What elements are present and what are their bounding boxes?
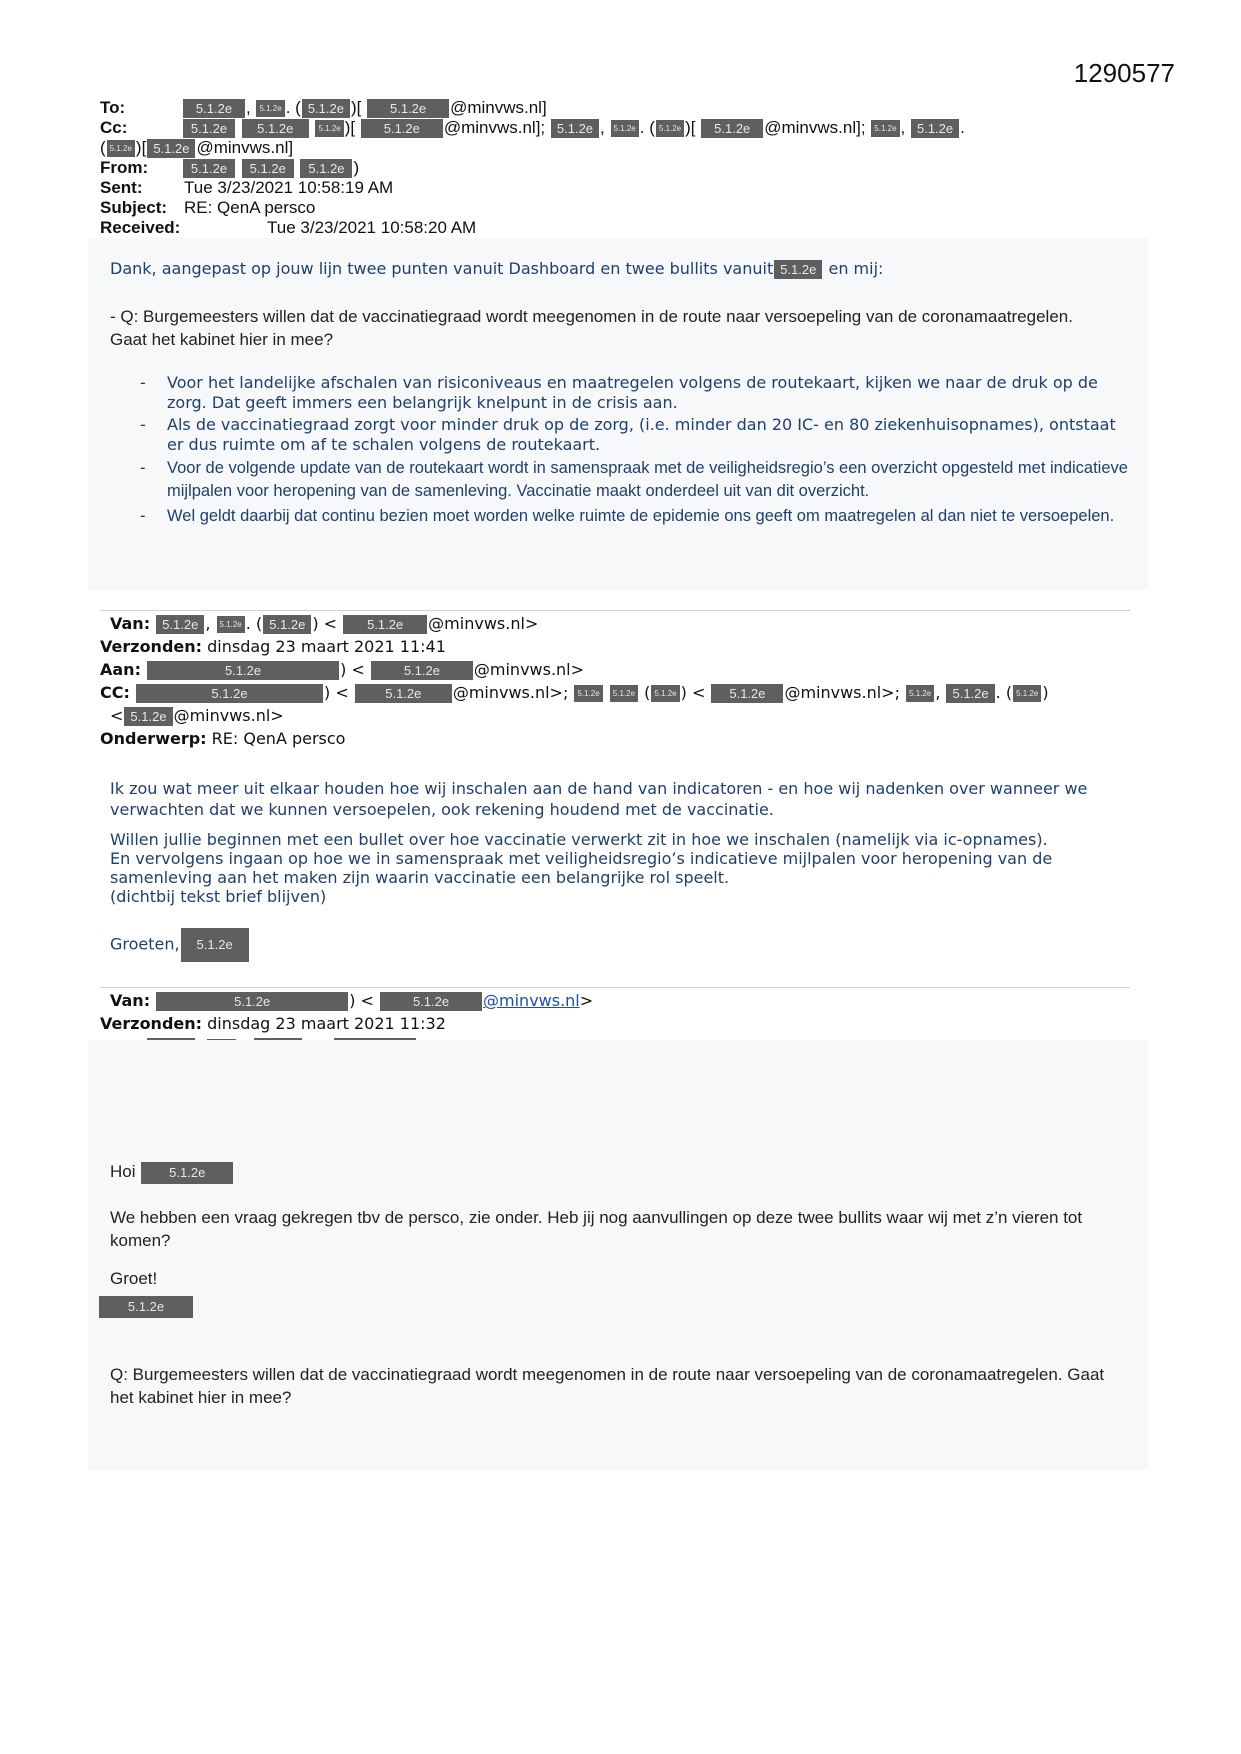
message-2-paragraph-1: Ik zou wat meer uit elkaar houden hoe wij inschalen aan de hand van indicatoren - en hoe wij nadenken over wanneer we verwachten dat we kunnen versoepelen, ook rekening houdend met de vaccinatie.	[110, 779, 1088, 819]
from-label: From:	[100, 158, 149, 177]
redaction: 5.1.2e	[124, 707, 172, 726]
redaction: 5.1.2e	[343, 615, 427, 634]
redaction: 5.1.2e	[181, 928, 249, 962]
onderwerp-label: Onderwerp:	[100, 729, 207, 748]
van-label: Van:	[110, 991, 151, 1010]
redaction: 5.1.2e	[156, 615, 204, 634]
redaction: 5.1.2e	[611, 120, 639, 137]
sent-label: Sent:	[100, 178, 143, 197]
van-label: Van:	[110, 614, 151, 633]
email-domain: @minvws.nl];	[764, 118, 866, 137]
document-number: 1290577	[1073, 58, 1175, 88]
subject-label: Subject:	[100, 198, 168, 217]
redaction: 5.1.2e	[871, 120, 899, 137]
cc-label: CC:	[100, 683, 130, 702]
redaction: 5.1.2e	[217, 616, 245, 633]
redaction: 5.1.2e	[355, 684, 452, 703]
verzonden-label: Verzonden:	[100, 1014, 203, 1033]
message-3-header: Van: 5.1.2e ) < 5.1.2e @minvws.nl> Verzonden: dinsdag 23 maart 2021 11:32	[100, 989, 1140, 1127]
message-2-header: Van: 5.1.2e , 5.1.2e . ( 5.1.2e ) < 5.1.2e @minvws.nl> Verzonden: dinsdag 23 maart 2021 11:41 Aan: 5.1.2e ) < 5.1.2e @minvws.nl> CC: 5.1.2e ) < 5.1.2e @minvws.nl>; 5.1.2e 5.1.2e ( 5.1.2e ) < 5.1.2e @minvws.nl>; 5.1.2e , 5.1.2e . ( 5.1.2e ) < 5.1.2e @minvws.nl> Onderwerp: RE: QenA persco	[100, 614, 1049, 748]
sent-row	[100, 178, 1120, 198]
divider	[100, 610, 1130, 611]
redaction: 5.1.2e	[183, 119, 235, 138]
redaction: 5.1.2e	[656, 120, 684, 137]
redaction: 5.1.2e	[256, 100, 284, 117]
divider	[100, 987, 1130, 988]
redaction: 5.1.2e	[183, 99, 245, 118]
onderwerp-value: RE: QenA persco	[211, 729, 346, 748]
verzonden-value: dinsdag 23 maart 2021 11:32	[207, 1014, 446, 1033]
redaction: 5.1.2e	[380, 992, 482, 1011]
reply-question: - Q: Burgemeesters willen dat de vaccinatiegraad wordt meegenomen in de route naar versoepeling van de coronamaatregelen. Gaat het kabinet hier in mee?	[110, 307, 1073, 349]
email-header	[100, 98, 1120, 238]
message-2-line: (dichtbij tekst brief blijven)	[110, 887, 327, 906]
redaction: 5.1.2e	[136, 684, 323, 703]
reply-intro	[110, 258, 1120, 279]
redaction: 5.1.2e	[315, 120, 343, 137]
redaction: 5.1.2e	[701, 119, 763, 138]
redaction: 5.1.2e	[371, 661, 473, 680]
message-3-body: We hebben een vraag gekregen tbv de persco, zie onder. Heb jij nog aanvullingen op deze twee bullits waar wij met z’n vieren tot komen?	[110, 1208, 1083, 1250]
hoi-text: Hoi	[110, 1162, 136, 1181]
groeten-text: Groeten,	[110, 934, 180, 954]
redaction: 5.1.2e	[147, 661, 339, 680]
received-value: Tue 3/23/2021 10:58:20 AM	[267, 218, 477, 237]
message-3-groet: Groet!	[110, 1269, 158, 1288]
redaction: 5.1.2e	[183, 159, 235, 178]
redaction: 5.1.2e	[711, 684, 783, 703]
redaction: 5.1.2e	[774, 260, 822, 279]
redaction: 5.1.2e	[302, 99, 350, 118]
cc-label: Cc:	[100, 118, 128, 137]
cc-row-cont: ( 5.1.2e )[ 5.1.2e @minvws.nl]	[100, 138, 294, 157]
email-link[interactable]: @minvws.nl	[483, 991, 580, 1010]
email-domain: @minvws.nl]	[196, 138, 294, 157]
email-address: @minvws.nl>	[173, 706, 284, 725]
redaction: 5.1.2e	[1013, 685, 1041, 702]
redaction: 5.1.2e	[946, 684, 994, 703]
email-address: @minvws.nl>;	[784, 683, 900, 702]
redaction: 5.1.2e	[906, 685, 934, 702]
redaction: 5.1.2e	[651, 685, 679, 702]
email-domain: @minvws.nl];	[443, 118, 546, 137]
redaction: 5.1.2e	[367, 99, 449, 118]
message-2-line: Willen jullie beginnen met een bullet over hoe vaccinatie verwerkt zit in hoe we inschalen (namelijk via ic-opnames).	[110, 830, 1048, 849]
subject-value: RE: QenA persco	[184, 198, 316, 217]
to-label: To:	[100, 98, 126, 117]
list-item: - Als de vaccinatiegraad zorgt voor minder druk op de zorg, (i.e. minder dan 20 IC- en 80 ziekenhuisopnames), ontstaat er dus ruimte om af te schalen volgens de routekaart.	[140, 415, 1130, 455]
reply-intro-text-end: en mij:	[828, 259, 884, 278]
redaction: 5.1.2e	[361, 119, 443, 138]
redaction: 5.1.2e	[574, 685, 602, 702]
received-label: Received:	[100, 218, 181, 237]
redaction: 5.1.2e	[551, 119, 599, 138]
from-row: From: 5.1.2e 5.1.2e 5.1.2e )	[100, 158, 360, 177]
verzonden-value: dinsdag 23 maart 2021 11:41	[207, 637, 446, 656]
aan-label: Aan:	[100, 660, 141, 679]
redaction: 5.1.2e	[242, 119, 309, 138]
email-address: @minvws.nl>	[428, 614, 539, 633]
redaction: 5.1.2e	[141, 1162, 233, 1184]
list-item: - Voor het landelijke afschalen van risiconiveaus en maatregelen volgens de routekaart, kijken we naar de druk op de zorg. Dat geeft immers een belangrijk knelpunt in de crisis aan.	[140, 373, 1130, 413]
message-2-closing	[110, 928, 1120, 962]
redaction: 5.1.2e	[242, 159, 294, 178]
redaction: 5.1.2e	[911, 119, 959, 138]
sent-value: Tue 3/23/2021 10:58:19 AM	[184, 178, 394, 197]
redaction: 5.1.2e	[99, 1296, 193, 1318]
email-address: @minvws.nl>;	[452, 683, 569, 702]
received-row	[100, 218, 1120, 238]
email-address: @minvws.nl>	[473, 660, 585, 679]
redaction: 5.1.2e	[107, 140, 135, 157]
message-2-line: En vervolgens ingaan op hoe we in samenspraak met veiligheidsregio’s indicatieve mijlpalen voor heropening van de samenleving aan het maken zijn waarin vaccinatie een belangrijke rol speelt.	[110, 849, 1053, 887]
cc-row: Cc: 5.1.2e 5.1.2e 5.1.2e )[ 5.1.2e @minvws.nl]; 5.1.2e , 5.1.2e . ( 5.1.2e )[ 5.1.2e @minvws.nl]; 5.1.2e , 5.1.2e .	[100, 118, 965, 137]
reply-bullet-list	[140, 373, 1130, 530]
email-domain: @minvws.nl]	[450, 98, 547, 117]
reply-intro-text: Dank, aangepast op jouw lijn twee punten vanuit Dashboard en twee bullits vanuit	[110, 259, 774, 278]
list-item: - Voor de volgende update van de routekaart wordt in samenspraak met de veiligheidsregio’s een overzicht opgesteld met indicatieve mijlpalen voor heropening van de samenleving. Vaccinatie maakt onderdeel uit van dit overzicht.	[140, 457, 1130, 503]
redaction: 5.1.2e	[300, 159, 352, 178]
message-3-greeting	[110, 1160, 1120, 1184]
message-2-paragraph-2	[110, 830, 1120, 906]
list-item: - Wel geldt daarbij dat continu bezien moet worden welke ruimte de epidemie ons geeft om maatregelen al dan niet te versoepelen.	[140, 505, 1130, 528]
redaction: 5.1.2e	[156, 992, 348, 1011]
redaction: 5.1.2e	[263, 615, 311, 634]
to-row: To: 5.1.2e , 5.1.2e . ( 5.1.2e )[ 5.1.2e @minvws.nl]	[100, 98, 547, 117]
subject-row	[100, 198, 1120, 218]
redaction: 5.1.2e	[147, 139, 195, 158]
message-3-question: Q: Burgemeesters willen dat de vaccinatiegraad wordt meegenomen in de route naar versoepeling van de coronamaatregelen. Gaat het kabinet hier in mee?	[110, 1365, 1105, 1407]
redaction: 5.1.2e	[610, 685, 638, 702]
verzonden-label: Verzonden:	[100, 637, 203, 656]
